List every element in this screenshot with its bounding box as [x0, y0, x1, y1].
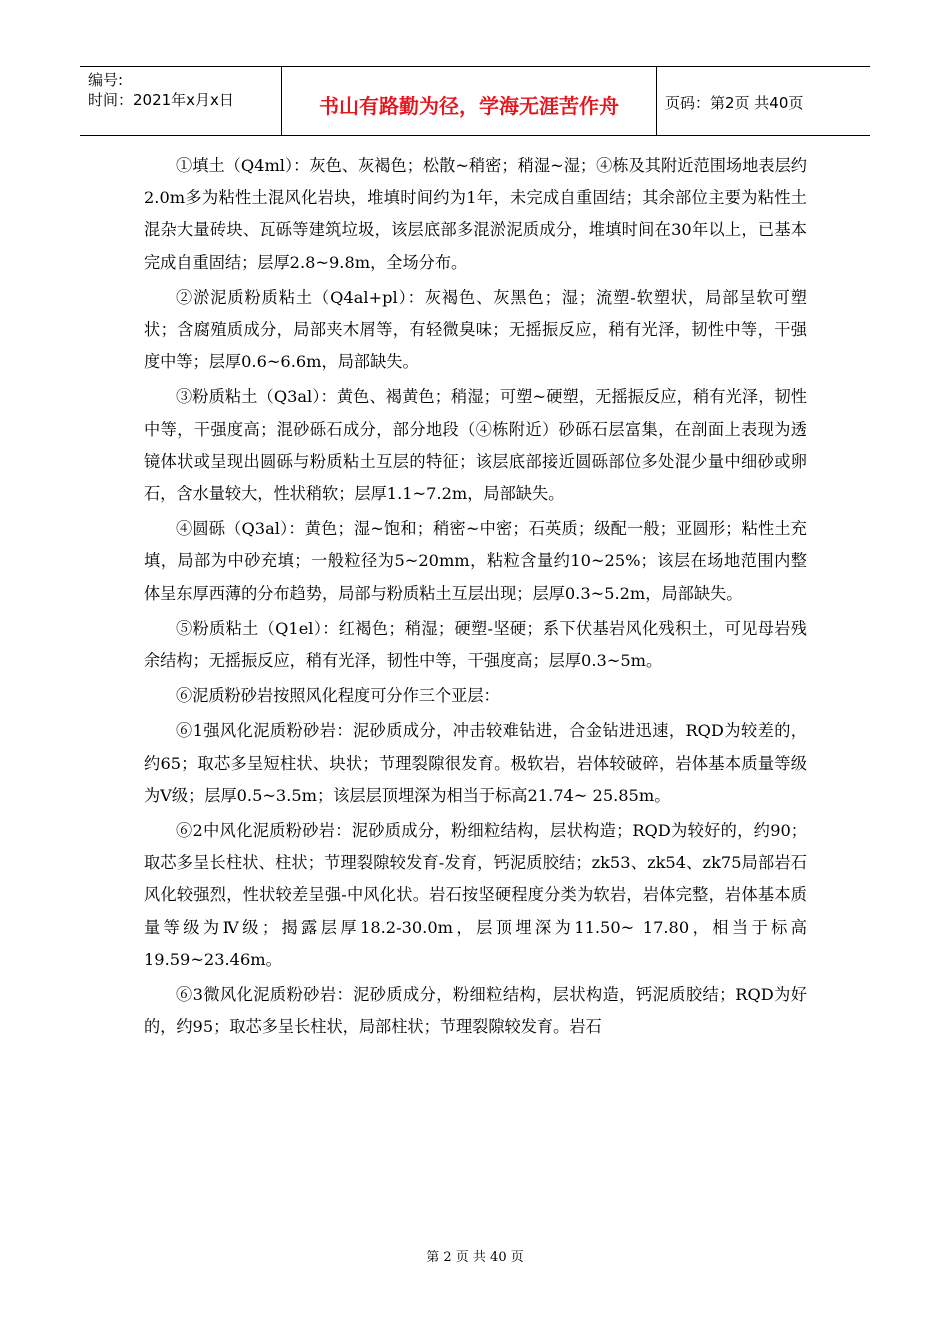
paragraph-strongly-weathered: ⑥1强风化泥质粉砂岩：泥砂质成分，冲击较难钻进，合金钻进迅速，RQD为较差的，约65；取芯多呈短柱状、块状；节理裂隙很发育。极软岩，岩体较破碎，岩体基本质量等级为Ⅴ级；层厚0.5~3.5m；该层层顶埋深为相当于标高21.74~ 25.85m。	[144, 721, 807, 805]
document-body	[144, 150, 807, 1046]
page-footer: 第 2 页 共 40 页	[426, 1250, 524, 1265]
paragraph-moderately-weathered: ⑥2中风化泥质粉砂岩：泥砂质成分，粉细粒结构，层状构造；RQD为较好的，约90；取芯多呈长柱状、柱状；节理裂隙较发育-发育，钙泥质胶结；zk53、zk54、zk75局部岩石风化较强烈，性状较差呈强-中风化状。岩石按坚硬程度分类为软岩，岩体完整，岩体基本质量等级为Ⅳ级；揭露层厚18.2-30.0m，层顶埋深为11.50~ 17.80，相当于标高19.59~23.46m。	[144, 821, 807, 969]
header-motto: 书山有路勤为径，学海无涯苦作舟	[319, 94, 619, 118]
paragraph-silty-clay-mud: ②淤泥质粉质粘土（Q4al+pl）：灰褐色、灰黑色；湿；流塑-软塑状，局部呈软可塑状；含腐殖质成分，局部夹木屑等，有轻微臭味；无摇振反应，稍有光泽，韧性中等，干强度中等；层厚0.6~6.6m，局部缺失。	[144, 287, 807, 372]
paragraph-round-gravel: ④圆砾（Q3al）：黄色；湿~饱和；稍密~中密；石英质；级配一般；亚圆形；粘性土充填，局部为中砂充填；一般粒径为5~20mm，粘粒含量约10~25%；该层在场地范围内整体呈东厚西薄的分布趋势，局部与粉质粘土互层出现；层厚0.3~5.2m，局部缺失。	[144, 519, 807, 603]
paragraph-siltstone-intro: ⑥泥质粉砂岩按照风化程度可分作三个亚层：	[176, 686, 500, 706]
date-label: 时间：2021年x月x日	[88, 91, 234, 109]
paragraph-silty-clay-q3: ③粉质粘土（Q3al）：黄色、褐黄色；稍湿；可塑~硬塑，无摇振反应，稍有光泽，韧性中等，干强度高；混砂砾石成分，部分地段（④栋附近）砂砾石层富集，在剖面上表现为透镜体状或呈现出圆砾与粉质粘土互层的特征；该层底部接近圆砾部位多处混少量中细砂或卵石，含水量较大，性状稍软；层厚1.1~7.2m，局部缺失。	[144, 387, 807, 504]
paragraph-silty-clay-q1: ⑤粉质粘土（Q1el）：红褐色；稍湿；硬塑-坚硬；系下伏基岩风化残积土，可见母岩残余结构；无摇振反应，稍有光泽，韧性中等，干强度高；层厚0.3~5m。	[144, 618, 807, 671]
header-top-rule	[80, 66, 870, 67]
header-divider-right	[656, 66, 657, 136]
serial-label: 编号:	[88, 71, 124, 89]
header-bottom-rule	[80, 135, 870, 136]
header-left-block	[88, 70, 234, 110]
header-page-code: 页码：第2页 共40页	[665, 94, 804, 112]
paragraph-slightly-weathered: ⑥3微风化泥质粉砂岩：泥砂质成分，粉细粒结构，层状构造，钙泥质胶结；RQD为好的，约95；取芯多呈长柱状，局部柱状；节理裂隙较发育。岩石	[144, 985, 807, 1037]
paragraph-fill-soil: ①填土（Q4ml）：灰色、灰褐色；松散~稍密；稍湿~湿；④栋及其附近范围场地表层约2.0m多为粘性土混风化岩块，堆填时间约为1年，未完成自重固结；其余部位主要为粘性土混杂大量砖块、瓦砾等建筑垃圾，该层底部多混淤泥质成分，堆填时间在30年以上，已基本完成自重固结；层厚2.8~9.8m，全场分布。	[144, 156, 807, 272]
